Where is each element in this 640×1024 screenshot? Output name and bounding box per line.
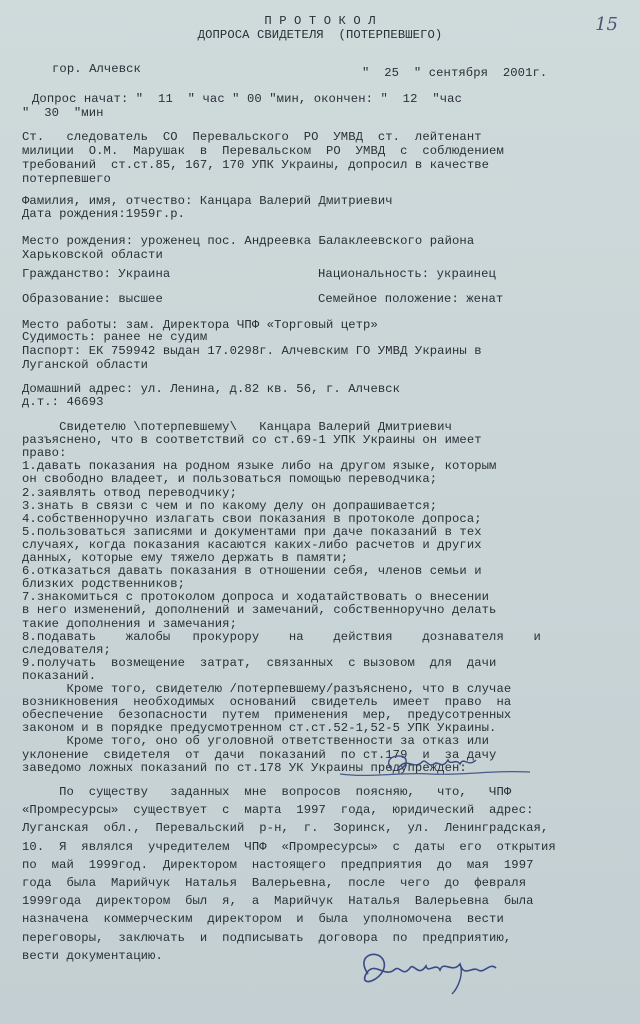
rights-line: Свидетелю \потерпевшему\ Канцара Валерий Дмитриевич xyxy=(22,420,452,434)
intro-line: потерпевшего xyxy=(22,172,111,186)
rights-line: 6.отказаться давать показания в отношении себя, членов семьи и xyxy=(22,564,482,579)
place-line: гор. Алчевск xyxy=(52,62,141,76)
rights-line: такие дополнения и замечания; xyxy=(22,616,237,631)
rights-line: 7.знакомиться с протоколом допроса и ходатайствовать о внесении xyxy=(22,590,490,605)
intro-line: милиции О.М. Марушак в Перевальском РО УМВД с соблюдением xyxy=(22,144,504,158)
testimony-line: «Промресурсы» существует с марта 1997 года, юридический адрес: xyxy=(22,803,534,818)
rights-line: 3.знать в связи с чем и по какому делу он допрашивается; xyxy=(22,498,438,513)
rights-line: следователя; xyxy=(22,642,111,657)
family-field: Семейное положение: женат xyxy=(318,292,504,306)
rights-line: заведомо ложных показаний по ст.178 УК Украины предупрежден: xyxy=(22,760,467,775)
record-field: Судимость: ранее не судим xyxy=(22,330,208,344)
rights-line: законом и в порядке предусмотренном ст.ст.52-1,52-5 УПК Украины. xyxy=(22,721,497,736)
rights-line: Кроме того, оно об уголовной ответственности за отказ или xyxy=(22,734,490,749)
rights-line: он свободно владеет, и пользоваться помощью переводчика; xyxy=(22,472,438,487)
citizenship-field: Гражданство: Украина xyxy=(22,267,171,281)
document-title: П Р О Т О К О Л xyxy=(264,14,376,28)
testimony-line: по май 1999год. Директором настоящего предприятия до мая 1997 xyxy=(22,857,534,872)
birthplace-field-cont: Харьковской области xyxy=(22,248,163,262)
testimony-line: 1999года директором был я, а Марийчук Наталья Валерьевна была xyxy=(22,894,534,909)
dob-field: Дата рождения:1959г.р. xyxy=(22,207,186,221)
testimony-line: года была Марийчук Наталья Валерьевна, после чего до февраля xyxy=(22,876,527,890)
rights-line: показаний. xyxy=(22,668,97,683)
rights-line: обеспечение безопасности путем применения мер, предусотренных xyxy=(22,708,512,723)
rights-line: уклонение свидетеля от дачи показаний по ст.179 и за дачу xyxy=(22,747,497,762)
rights-line: возникновения необходимых оснований свидетель имеет право на xyxy=(22,695,512,710)
name-field: Фамилия, имя, отчество: Канцара Валерий Дмитриевич xyxy=(22,194,393,208)
birthplace-field: Место рождения: уроженец пос. Андреевка Балаклеевского района xyxy=(22,234,475,248)
witness-signature-2 xyxy=(340,944,520,1000)
witness-signature-1 xyxy=(330,748,540,784)
time-line-start: Допрос начат: " 11 " час " 00 "мин, окончен: " 12 "час xyxy=(32,92,462,106)
testimony-line: По существу заданных мне вопросов поясняю, что, ЧПФ xyxy=(22,785,512,799)
rights-line: в него изменений, дополнений и замечаний, собственноручно делать xyxy=(22,603,497,618)
rights-line: 1.давать показания на родном языке либо на другом языке, которым xyxy=(22,459,497,474)
education-field: Образование: высшее xyxy=(22,292,163,306)
document-subtitle: ДОПРОСА СВИДЕТЕЛЯ (ПОТЕРПЕВШЕГО) xyxy=(197,28,443,42)
rights-line: 2.заявлять отвод переводчику; xyxy=(22,485,237,500)
phone-field: д.т.: 46693 xyxy=(22,395,104,409)
rights-line: близких родственников; xyxy=(22,577,186,592)
testimony-line: переговоры, заключать и подписывать договора по предприятию, xyxy=(22,930,512,945)
testimony-line: вести документацию. xyxy=(22,948,163,963)
nationality-field: Национальность: украинец xyxy=(318,267,496,281)
rights-line: Кроме того, свидетелю /потерпевшему/разъяснено, что в случае xyxy=(22,682,512,696)
intro-line: требований ст.ст.85, 167, 170 УПК Украины, допросил в качестве xyxy=(22,158,490,172)
passport-field: Паспорт: ЕК 759942 выдан 17.0298г. Алчевским ГО УМВД Украины в xyxy=(22,344,482,358)
address-field: Домашний адрес: ул. Ленина, д.82 кв. 56, г. Алчевск xyxy=(22,382,401,396)
work-field: Место работы: зам. Директора ЧПФ «Торговый цетр» xyxy=(22,318,378,332)
rights-line: случаях, когда показания касаются каких-либо расчетов и других xyxy=(22,537,482,552)
rights-line: разъяснено, что в соответствий со ст.69-1 УПК Украины он имеет xyxy=(22,433,482,448)
rights-line: право: xyxy=(22,446,67,461)
testimony-line: 10. Я являлся учредителем ЧПФ «Промресурсы» с даты его открытия xyxy=(22,839,556,854)
rights-line: 4.собственноручно излагать свои показания в протоколе допроса; xyxy=(22,511,482,526)
intro-line: Ст. следователь СО Перевальского РО УМВД ст. лейтенант xyxy=(22,130,482,144)
rights-line: 8.подавать жалобы прокурору на действия дознавателя и xyxy=(22,629,541,644)
testimony-line: Луганская обл., Перевальский р-н, г. Зоринск, ул. Ленинградская, xyxy=(22,821,549,836)
rights-line: 5.пользоваться записями и документами при даче показаний в тех xyxy=(22,524,482,539)
testimony-line: назначена коммерческим директором и была уполномочена вести xyxy=(22,912,504,927)
passport-field-cont: Луганской области xyxy=(22,358,149,372)
page-number: 15 xyxy=(595,14,618,35)
rights-line: данных, которые ему тяжело держать в памяти; xyxy=(22,551,349,565)
rights-line: 9.получать возмещение затрат, связанных с вызовом для дачи xyxy=(22,655,497,670)
date-line: " 25 " сентября 2001г. xyxy=(362,66,548,80)
time-line-end: " 30 "мин xyxy=(22,106,104,120)
